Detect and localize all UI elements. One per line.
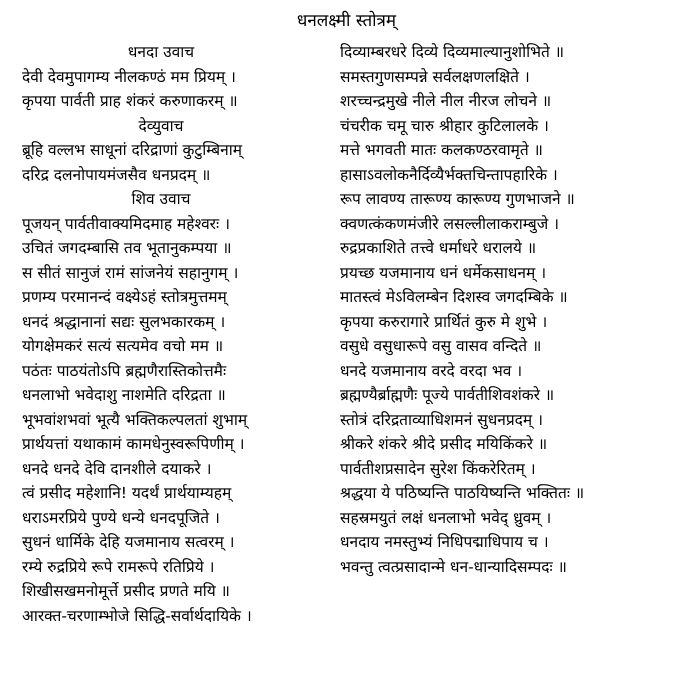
verse-line: ब्रह्मण्यैर्ब्राह्मणैः पूज्ये पार्वतीशिवशंकरे ॥ — [340, 386, 555, 404]
verse-line: ब्रूहि वल्लभ साधूनां दरिद्राणां कुटुम्बिनाम् — [22, 141, 243, 159]
verse-line: योगक्षेमकरं सत्यं सत्यमेव वचो मम ॥ — [22, 337, 224, 355]
verse-line: सहस्रमयुतं लक्षं धनलाभो भवेद् ध्रुवम् । — [340, 508, 552, 527]
verse-line: भवन्तु त्वत्प्रसादान्मे धन-धान्यादिसम्पदः ॥ — [340, 557, 567, 576]
verse-line: चंचरीक चमू चारु श्रीहार कुटिलालके । — [340, 116, 549, 135]
verse-line: पठंतः पाठयंतोऽपि ब्रह्मणैरास्तिकोत्तमैः — [22, 361, 227, 380]
verse-line: धनदाय नमस्तुभ्यं निधिपद्माधिपाय च । — [340, 533, 549, 551]
verse-line: धनदे यजमानाय वरदे वरदा भव । — [340, 361, 523, 380]
verse-line: धनलाभो भवेदाशु नाशमेति दरिद्रता ॥ — [22, 386, 226, 404]
verse-line: स सीतं सानुजं रामं सांजनेयं सहानुगम् । — [22, 263, 239, 282]
verse-line: प्रार्थयत्तां यथाकामं कामधेनुस्वरूपिणीम् । — [22, 435, 245, 453]
verse-line: धराऽमरप्रिये पुण्ये धन्ये धनदपूजिते । — [22, 508, 220, 527]
verse-line: धनदे धनदे देवि दानशीले दयाकरे । — [22, 459, 212, 478]
verse-line: पार्वतीशप्रसादेन सुरेश किंकरेरितम् । — [340, 459, 536, 478]
verse-line: श्रद्धया ये पठिष्यन्ति पाठयिष्यन्ति भक्तितः ॥ — [340, 484, 585, 502]
verse-line: प्रयच्छ यजमानाय धनं धर्मेकसाधनम् । — [340, 263, 547, 282]
section-heading: शिव उवाच — [131, 190, 191, 208]
verse-line: दरिद्र दलनोपायमंजसैव धनप्रदम् ॥ — [22, 165, 211, 184]
verse-line: आरक्त-चरणाम्भोजे सिद्धि-सर्वार्थदायिके । — [22, 606, 252, 625]
verse-line: क्वणत्कंकणमंजीरे लसल्लीलाकराम्बुजे । — [340, 214, 559, 233]
verse-line: भूभवांशभवां भूत्यै भक्तिकल्पलतां शुभाम् — [22, 410, 248, 429]
verse-line: रूप लावण्य तारूण्य कारूण्य गुणभाजने ॥ — [340, 190, 575, 208]
verse-line: मत्ते भगवती मातः कलकण्ठरवामृते ॥ — [340, 141, 543, 159]
verse-line: रुद्रप्रकाशिते तत्त्वे धर्माधरे धरालये ॥ — [340, 239, 537, 257]
verse-line: देवी देवमुपागम्य नीलकण्ठं मम प्रियम् । — [22, 67, 236, 86]
verse-line: पूजयन् पार्वतीवाक्यमिदमाह महेश्वरः । — [22, 214, 230, 233]
verse-line: कृपया करुरागारे प्रार्थितं कुरु मे शुभे । — [340, 312, 548, 331]
verse-line: प्रणम्य परमानन्दं वक्ष्येऽहं स्तोत्रमुत्तमम् — [22, 288, 227, 306]
left-column — [22, 40, 340, 628]
verse-line: हासाऽवलोकनैर्दिव्यैर्भक्तचिन्तापहारिके । — [340, 165, 558, 184]
verse-line: त्वं प्रसीद महेशानि! यदर्थं प्रार्थयाम्यहम् — [22, 484, 232, 502]
verse-line: सुधनं धार्मिके देहि यजमानाय सत्वरम् । — [22, 533, 235, 551]
verse-line: शरच्चन्द्रमुखे नीले नील नीरज लोचने ॥ — [340, 92, 552, 110]
page-title: धनलक्ष्मी स्तोत्रम् — [296, 11, 397, 31]
verse-line: मातस्त्वं मेऽविलम्बेन दिशस्व जगदम्बिके ॥ — [340, 288, 568, 306]
verse-line: समस्तगुणसम्पन्ने सर्वलक्षणलक्षिते । — [340, 67, 530, 86]
verse-line: रम्ये रुद्रप्रिये रूपे रामरूपे रतिप्रिये । — [22, 557, 215, 576]
section-heading: धनदा उवाच — [127, 43, 195, 61]
verse-line: कृपया पार्वती प्राह शंकरं करुणाकरम् ॥ — [22, 92, 238, 110]
verse-line: वसुधे वसुधारूपे वसु वासव वन्दिते ॥ — [340, 337, 542, 355]
verse-line: श्रीकरे शंकरे श्रीदे प्रसीद मयिकिंकरे ॥ — [340, 435, 548, 453]
verse-line: शिखीसखमनोमूर्त्ते प्रसीद प्रणते मयि ॥ — [22, 582, 230, 600]
section-heading: देव्युवाच — [138, 116, 184, 135]
verse-line: धनदं श्रद्धानानां सद्यः सुलभकारकम् । — [22, 312, 226, 331]
verse-line: उचितं जगदम्बासि तव भूतानुकम्पया ॥ — [22, 239, 232, 257]
right-column — [340, 40, 680, 579]
verse-line: दिव्याम्बरधरे दिव्ये दिव्यमाल्यानुशोभिते ॥ — [340, 43, 565, 61]
verse-line: स्तोत्रं दरिद्रताव्याधिशमनं सुधनप्रदम् । — [340, 410, 543, 429]
